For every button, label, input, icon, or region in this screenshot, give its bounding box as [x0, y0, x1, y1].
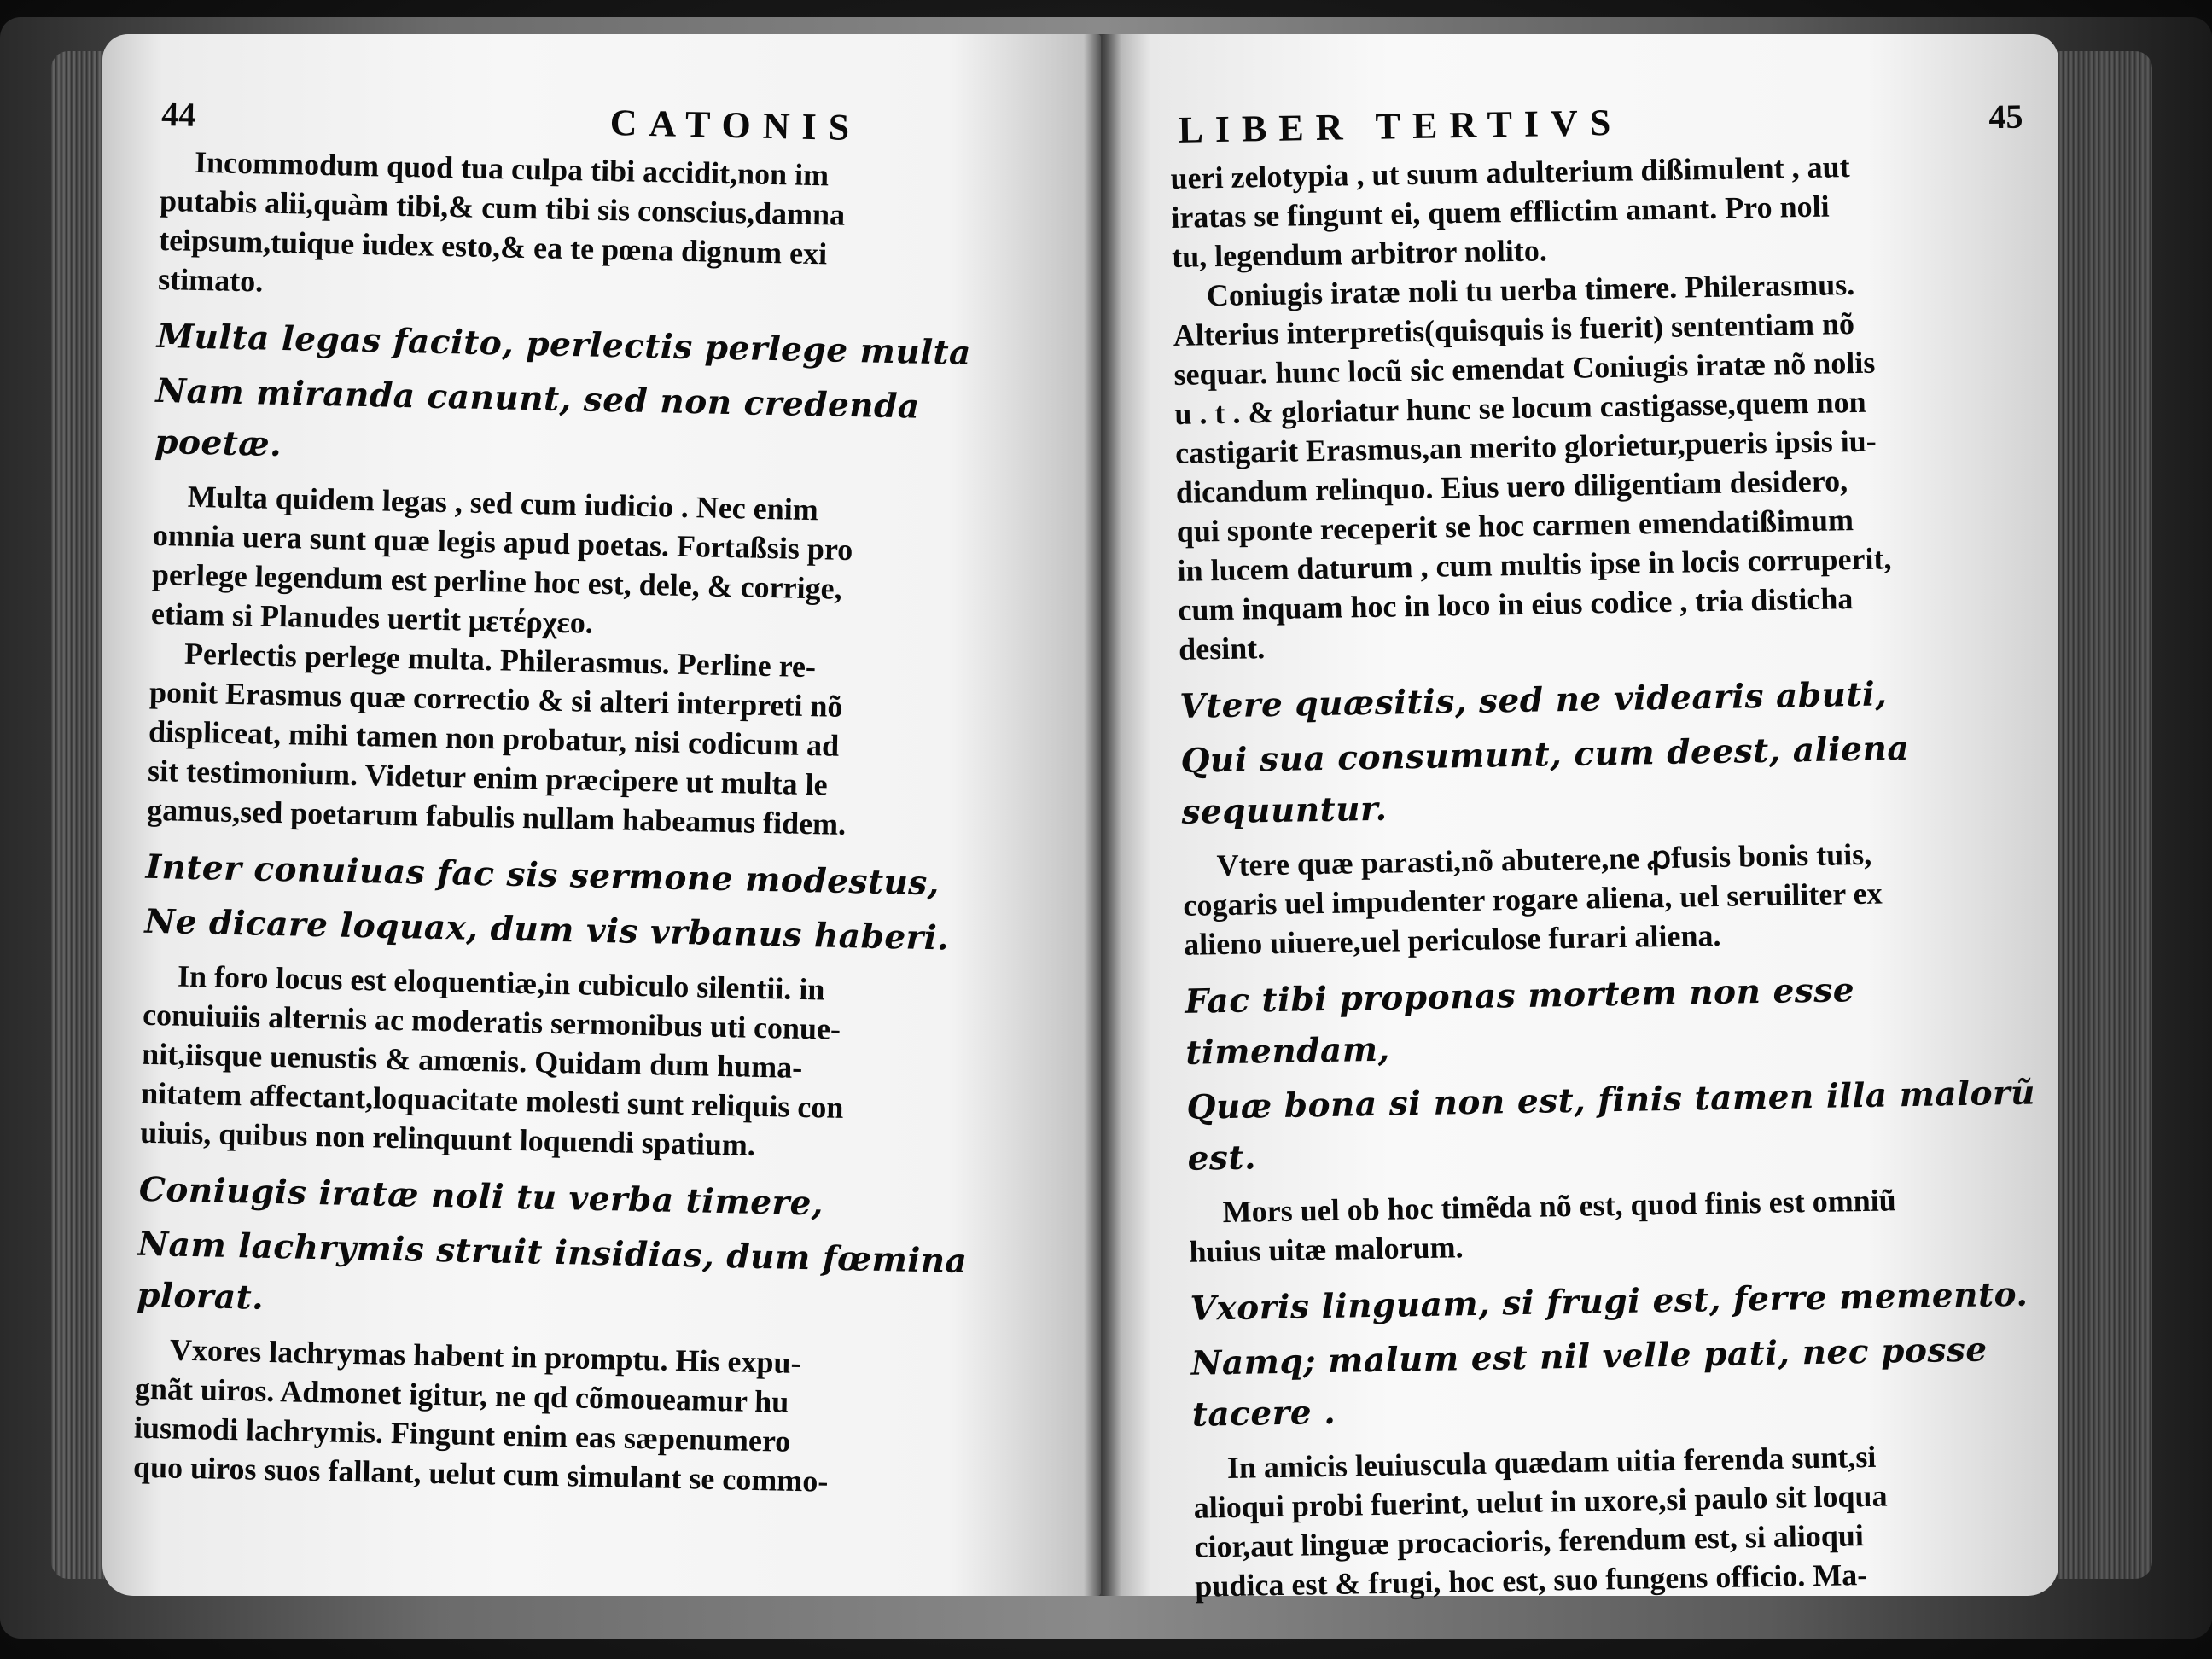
page-edges-right — [2058, 51, 2152, 1579]
right-page-text — [1169, 88, 2049, 1606]
right-page-number: 45 — [1988, 96, 2023, 137]
verse-couplet — [137, 1164, 1027, 1340]
verse-couplet — [1190, 1268, 2046, 1440]
text-line: In amicis leuiuscula quædam uitia ferenda sunt,si — [1226, 1439, 1877, 1486]
commentary-paragraph — [158, 142, 1049, 317]
verse-line: Vxoris linguam, si frugi est, ferre memento. — [1190, 1274, 2029, 1329]
text-line: Vxores lachrymas habent in promptu. His expu- — [169, 1332, 801, 1381]
text-line: Coniugis iratæ noli tu uerba timere. Philerasmus. — [1206, 267, 1855, 313]
left-running-head: CATONIS — [609, 102, 862, 149]
text-line: teipsum,tuique iudex esto,& ea te pœna dignum exi — [158, 222, 828, 271]
left-page-text — [133, 85, 1050, 1505]
text-line: desint. — [1178, 631, 1266, 667]
text-line: alieno uiuere,uel periculose furari aliena. — [1183, 917, 1721, 962]
text-line: cior,aut linguæ procacioris, ferendum est, si alioqui — [1194, 1518, 1865, 1564]
commentary-paragraph — [1173, 262, 2033, 669]
commentary-paragraph — [1188, 1178, 2042, 1271]
text-line: Multa quidem legas , sed cum iudicio . Nec enim — [187, 479, 819, 527]
right-page-body — [1170, 144, 2048, 1606]
text-line: u . t . & gloriatur hunc se locum castigasse,quem non — [1174, 384, 1866, 431]
text-line: sequar. hunc locũ sic emendat Coniugis iratæ nõ nolis — [1173, 345, 1876, 392]
text-line: dicandum relinquo. Eius uero diligentiam desidero, — [1175, 463, 1848, 509]
text-line: displiceat, mihi tamen non probatur, nisi codicum ad — [148, 713, 840, 763]
text-line: castigarit Erasmus,an merito glorietur,pueris ipsis iu- — [1174, 423, 1877, 470]
text-line: in lucem daturum , cum multis ipse in locis corruperit, — [1177, 541, 1892, 588]
text-line: uiuis, quibus non relinquunt loquendi spatium. — [139, 1115, 756, 1162]
text-line: Mors uel ob hoc timẽda nõ est, quod finis est omniũ — [1222, 1183, 1897, 1230]
text-line: iratas se fingunt ei, quem efflictim amant. Pro noli — [1171, 189, 1830, 235]
commentary-paragraph — [140, 956, 1032, 1171]
verse-line: Fac tibi proponas mortem non esse timendam, — [1184, 970, 1855, 1073]
text-line: qui sponte receperit se hoc carmen emendatißimum — [1176, 503, 1854, 549]
text-line: cum inquam hoc in loco in eius codice , tria disticha — [1178, 581, 1854, 627]
right-running-head: LIBER TERTIVS — [1178, 101, 1623, 151]
commentary-paragraph — [151, 476, 1042, 652]
verse-line: Nam miranda canunt, sed non credenda poetæ. — [154, 370, 921, 465]
text-line: putabis alii,quàm tibi,& cum tibi sis conscius,damna — [159, 183, 846, 232]
commentary-paragraph — [1182, 831, 2037, 963]
text-line: pudica est & frugi, hoc est, suo fungens officio. Ma- — [1195, 1557, 1868, 1604]
text-line: huius uitæ malorum. — [1189, 1230, 1464, 1269]
text-line: tu, legendum arbitror nolito. — [1171, 233, 1548, 274]
text-line: cogaris uel impudenter rogare aliena, uel seruiliter ex — [1183, 876, 1883, 923]
text-line: sit testimonium. Videtur enim præcipere ut multa le — [147, 753, 829, 802]
text-line: In foro locus est eloquentiæ,in cubiculo silentii. in — [177, 958, 825, 1007]
commentary-paragraph — [133, 1330, 1024, 1505]
text-line: omnia uera sunt quæ legis apud poetas. Fortaßsis pro — [152, 517, 853, 568]
text-line: gnãt uiros. Admonet igitur, ne qd cõmoueamur hu — [134, 1371, 789, 1419]
text-line: ponit Erasmus quæ correctio & si alteri interpreti nõ — [148, 674, 843, 724]
left-page-number: 44 — [160, 94, 196, 134]
verse-couplet — [144, 841, 1033, 966]
verse-couplet — [1179, 666, 2035, 837]
text-line: nit,iisque uenustis & amœnis. Quidam dum huma- — [141, 1036, 803, 1085]
text-line: ueri zelotypia , ut suum adulterium dißimulent , aut — [1170, 149, 1850, 195]
text-line: alioqui probi fuerint, uelut in uxore,si paulo sit loqua — [1193, 1478, 1888, 1525]
text-line: iusmodi lachrymis. Fingunt enim eas sæpenumero — [133, 1410, 791, 1458]
verse-line: Inter conuiuas fac sis sermone modestus, — [145, 847, 940, 904]
verse-line: Coniugis iratæ noli tu verba timere, — [138, 1169, 824, 1224]
commentary-paragraph — [147, 633, 1039, 848]
text-line: nitatem affectant,loquacitate molesti sunt reliquis con — [140, 1075, 844, 1125]
left-page-body — [133, 142, 1049, 1505]
text-line: perlege legendum est perline hoc est, dele, & corrige, — [151, 556, 843, 606]
book-gutter — [1084, 34, 1121, 1596]
text-line: stimato. — [157, 261, 264, 299]
verse-line: Namq; malum est nil velle pati, nec posse tacere . — [1190, 1330, 1988, 1435]
verse-couplet — [1185, 961, 2041, 1184]
verse-line: Ne dicare loquax, dum vis vrbanus haberi. — [143, 901, 950, 958]
text-line: etiam si Planudes uertit μετέρχεο. — [150, 596, 594, 640]
commentary-paragraph — [1170, 144, 2025, 276]
verse-line: Vtere quæsitis, sed ne videaris abuti, — [1179, 674, 1888, 726]
verse-line: Quæ bona si non est, finis tamen illa malorũ est. — [1186, 1073, 2036, 1179]
commentary-paragraph — [1193, 1434, 2049, 1605]
text-line: Vtere quæ parasti,nõ abutere,ne ꝓfusis bonis tuis, — [1216, 836, 1872, 883]
text-line: Incommodum quod tua culpa tibi accidit,non im — [194, 144, 830, 193]
verse-couplet — [154, 311, 1045, 486]
text-line: quo uiros suos fallant, uelut cum simulant se commo- — [132, 1449, 829, 1499]
verse-line: Qui sua consumunt, cum deest, aliena sequuntur. — [1180, 728, 1910, 832]
text-line: Alterius interpretis(quisquis is fuerit) sententiam nõ — [1173, 306, 1855, 352]
text-line: Perlectis perlege multa. Philerasmus. Perline re- — [183, 636, 817, 684]
verse-line: Nam lachrymis struit insidias, dum fœmina plorat. — [136, 1224, 968, 1318]
text-line: gamus,sed poetarum fabulis nullam habeamus fidem. — [146, 792, 847, 841]
text-line: conuiuiis alternis ac moderatis sermonibus uti conue- — [142, 997, 841, 1046]
page-edges-left — [51, 51, 104, 1579]
verse-line: Multa legas facito, perlectis perlege multa — [156, 316, 972, 373]
